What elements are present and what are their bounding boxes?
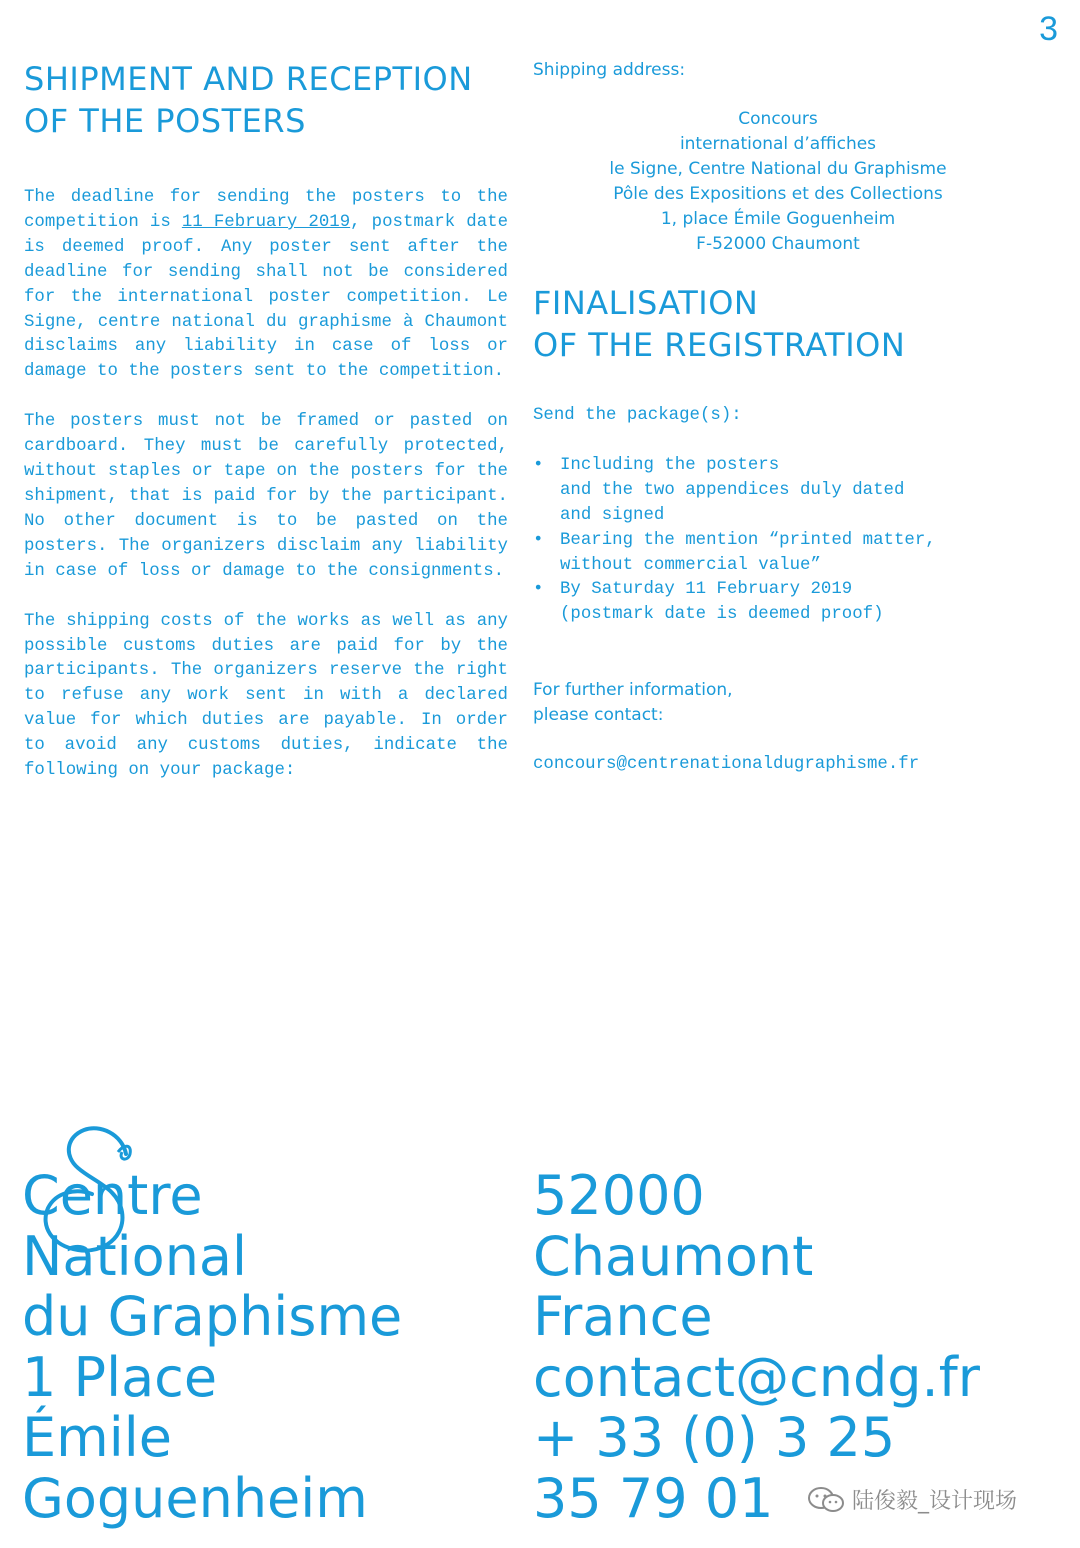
shipping-costs-paragraph: The shipping costs of the works as well as any possible customs duties are paid for by the participants. The organizers reserve the right to refuse any work sent in with a declared value for which duties are payable. In order to avoid any customs duties, indicate the following on your package: [24,611,508,781]
address-line: international d’affiches [679,134,877,154]
deadline-date: 11 February 2019 [181,212,351,232]
address-line: Pôle des Expositions et des Collections [613,184,943,204]
further-line: please contact: [533,705,664,726]
footer-line: France [533,1285,713,1348]
footer-line: Émile [22,1406,172,1469]
footer-line: 52000 [533,1164,705,1227]
shipping-address-label: Shipping address: [533,60,686,80]
list-item [533,454,1033,529]
list-line: and the two appendices duly dated [560,480,905,500]
deadline-text-start: The deadline for sending the posters to the competition is [24,188,508,232]
heading-line: FINALISATION [533,284,759,322]
deadline-text-end: , postmark date is deemed proof. Any poster sent after the deadline for sending shall not be considered for the international poster competition. Le Signe, centre national du graphisme à Chaumont disclaims any liability in case of loss or damage to the posters sent to the competition. [24,212,509,382]
list-item [533,529,1033,579]
shipment-section [24,58,508,784]
footer-phone: 35 79 01 [533,1466,774,1530]
address-line: F-52000 Chaumont [696,234,860,254]
list-item [533,578,1033,628]
footer-line: 1 Place [22,1345,218,1409]
watermark-text: 陆俊毅_设计现场 [852,1489,1018,1514]
list-line: (postmark date is deemed proof) [560,605,884,625]
watermark [806,1484,1017,1515]
footer-email[interactable]: contact@cndg.fr [533,1345,980,1409]
wechat-icon [806,1485,846,1515]
list-line: By Saturday 11 February 2019 [560,580,853,600]
footer-phone: + 33 (0) 3 25 [533,1406,896,1469]
send-label: Send the package(s): [533,406,742,425]
address-section [533,58,1033,778]
address-line: Concours [738,109,818,129]
contact-email[interactable]: concours@centrenationaldugraphisme.fr [533,755,920,775]
shipment-heading [24,58,508,142]
footer-line: du Graphisme [22,1285,403,1348]
shipping-address [523,107,1033,257]
footer-line: Chaumont [533,1224,814,1288]
finalisation-heading [533,282,1033,366]
further-info [533,678,1033,728]
heading-line: OF THE REGISTRATION [533,326,906,364]
send-list [533,454,1033,628]
address-line: le Signe, Centre National du Graphisme [609,159,947,179]
list-line: Including the posters [560,455,780,475]
footer-address-right [533,1166,980,1529]
page-number: 3 [1039,10,1058,48]
further-line: For further information, [533,680,733,701]
address-line: 1, place Émile Goguenheim [660,209,896,229]
heading-line: OF THE POSTERS [24,102,306,140]
heading-line: SHIPMENT AND RECEPTION [24,60,473,98]
footer-address-left [22,1166,402,1529]
list-line: without commercial value” [560,555,821,575]
footer-line: National [22,1224,248,1288]
list-line: and signed [560,505,665,525]
footer-line: Goguenheim [22,1466,368,1530]
list-line: Bearing the mention “printed matter, [560,530,936,550]
framing-paragraph: The posters must not be framed or pasted on cardboard. They must be carefully protected, without staples or tape on the posters for the shipment, that is paid for by the participant. No other document is to be pasted on the posters. The organizers disclaim any liability in case of loss or damage to the consignments. [24,412,508,581]
footer-line: Centre [22,1164,203,1227]
deadline-paragraph [24,186,508,385]
